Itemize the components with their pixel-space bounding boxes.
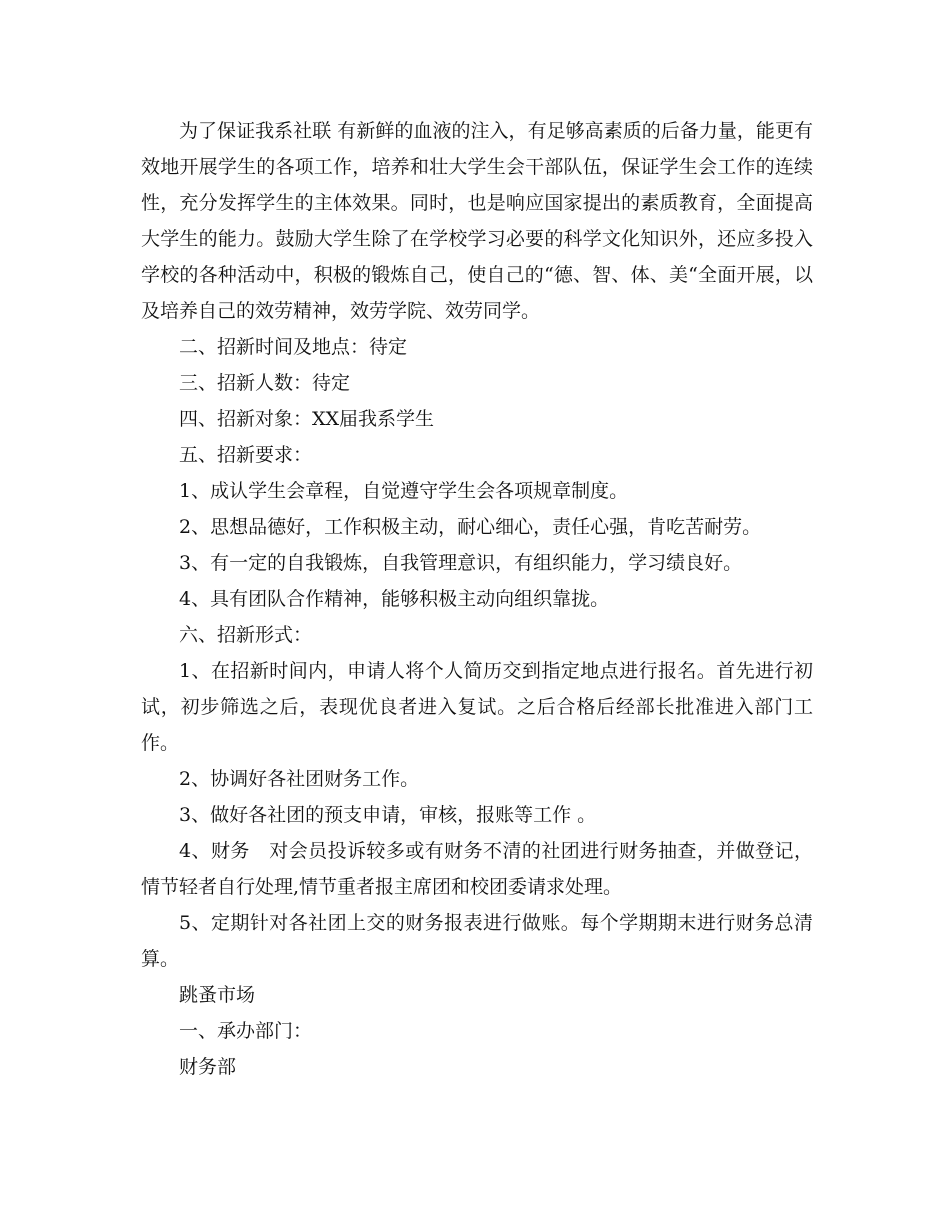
format-item: 4、财务 对会员投诉较多或有财务不清的社团进行财务抽查，并做登记，情节轻者自行处理,情节重者报主席团和校团委请求处理。 [141,840,813,898]
flea-market-dept-value: 财务部 [179,1056,237,1078]
requirement-item: 4、具有团队合作精神，能够积极主动向组织靠拢。 [179,588,610,610]
format-item: 1、在招新时间内，申请人将个人简历交到指定地点进行报名。首先进行初试，初步筛选之后，表现优良者进入复试。之后合格后经部长批准进入部门工作。 [141,660,813,754]
recruit-count: 三、招新人数：待定 [179,372,351,394]
requirement-item: 2、思想品德好，工作积极主动，耐心细心，责任心强，肯吃苦耐劳。 [179,516,762,538]
format-item: 2、协调好各社团财务工作。 [179,768,420,790]
format-heading: 六、招新形式： [179,624,313,646]
flea-market-title: 跳蚤市场 [179,984,256,1006]
document-body [141,113,813,1085]
format-item: 5、定期针对各社团上交的财务报表进行做账。每个学期期末进行财务总清算。 [141,912,813,970]
format-item: 3、做好各社团的预支申请，审核，报账等工作 。 [179,804,597,826]
requirement-item: 3、有一定的自我锻炼，自我管理意识，有组织能力，学习绩良好。 [179,552,743,574]
recruit-time-place: 二、招新时间及地点：待定 [179,336,408,358]
recruit-target: 四、招新对象：XX届我系学生 [179,408,435,430]
requirements-heading: 五、招新要求： [179,444,313,466]
intro-paragraph: 为了保证我系社联 有新鲜的血液的注入，有足够高素质的后备力量，能更有效地开展学生的各项工作，培养和壮大学生会干部队伍，保证学生会工作的连续性，充分发挥学生的主体效果。同时，也是响应国家提出的素质教育，全面提高大学生的能力。鼓励大学生除了在学校学习必要的科学文化知识外，还应多投入学校的各种活动中，积极的锻炼自己，使自己的“德、智、体、美“全面开展，以及培养自己的效劳精神，效劳学院、效劳同学。 [141,120,813,322]
flea-market-dept-heading: 一、承办部门： [179,1020,313,1042]
requirement-item: 1、成认学生会章程，自觉遵守学生会各项规章制度。 [179,480,629,502]
